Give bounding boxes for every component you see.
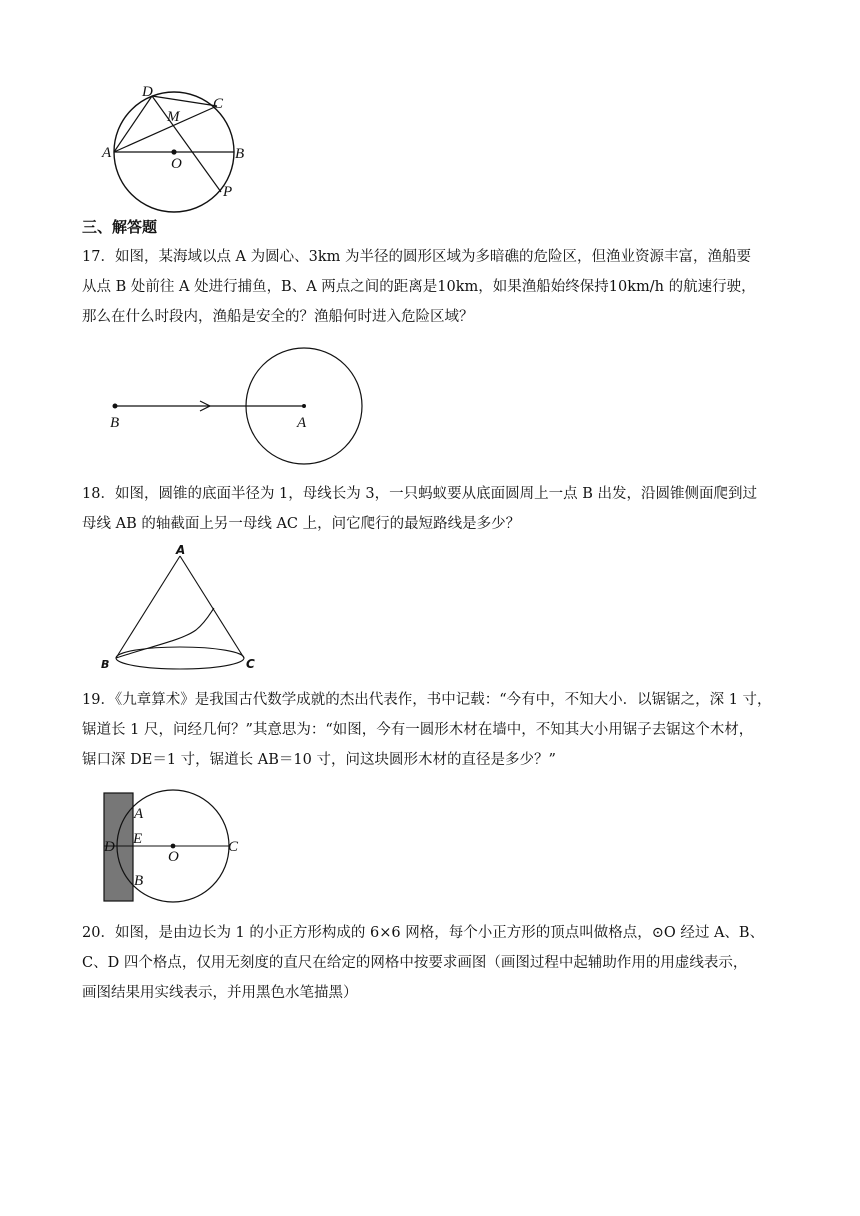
label-A: A [134, 806, 144, 822]
problem-20-line-2: C、D 四个格点，仅用无刻度的直尺在给定的网格中按要求画图（画图过程中起辅助作用的用虚线表示， [82, 955, 748, 971]
label-P: P [223, 184, 233, 200]
label-O: O [171, 156, 182, 172]
label-C: C [228, 839, 239, 855]
label-A: A [176, 543, 186, 557]
problem-18-line-1: 18．如图，圆锥的底面半径为 1，母线长为 3，一只蚂蚁要从底面圆周上一点 B 出发，沿圆锥侧面爬到过 [82, 486, 757, 502]
problem-19-line-2: 锯道长 1 尺，问经几何？”其意思为：“如图，今有一圆形木材在墙中，不知其大小用锯子去锯这个木材， [82, 722, 754, 738]
problem-18-line-2: 母线 AB 的轴截面上另一母线 AC 上，问它爬行的最短路线是多少？ [82, 516, 521, 532]
figure-log-in-wall [96, 785, 256, 910]
label-C: C [213, 96, 224, 112]
label-B: B [110, 415, 120, 431]
label-C: C [246, 657, 255, 671]
problem-17-line-1: 17．如图，某海域以点 A 为圆心、3km 为半径的圆形区域为多暗礁的危险区，但渔业资源丰富，渔船要 [82, 249, 752, 265]
figure-cone [96, 540, 266, 675]
problem-17-line-3: 那么在什么时段内，渔船是安全的？渔船何时进入危险区域？ [82, 309, 474, 325]
label-A: A [297, 415, 307, 431]
problem-19-line-3: 锯口深 DE＝1 寸，锯道长 AB＝10 寸，问这块圆形木材的直径是多少？” [82, 752, 556, 768]
figure-circle-chords [96, 80, 266, 216]
problem-20-text [82, 918, 782, 1008]
problem-20-line-3: 画图结果用实线表示，并用黑色水笔描黑） [82, 985, 358, 1001]
section-heading: 三、解答题 [82, 218, 158, 236]
problem-17-line-2: 从点 B 处前往 A 处进行捕鱼，B、A 两点之间的距离是10km，如果渔船始终保持10km/h 的航速行驶， [82, 279, 756, 295]
label-B: B [134, 873, 144, 889]
problem-19-line-1: 19．《九章算术》是我国古代数学成就的杰出代表作，书中记载：“今有中，不知大小．以锯锯之，深 1 寸， [82, 692, 772, 708]
label-B: B [235, 146, 245, 162]
figure-ship-danger-zone [100, 345, 370, 475]
label-D: D [142, 84, 153, 100]
label-D: D [104, 839, 115, 855]
problem-20-line-1: 20．如图，是由边长为 1 的小正方形构成的 6×6 网格，每个小正方形的顶点叫做格点，⊙O 经过 A、B、 [82, 925, 765, 941]
problem-18-text [82, 479, 782, 539]
label-M: M [167, 109, 180, 125]
label-O: O [168, 849, 179, 865]
problem-19-text [82, 685, 782, 775]
label-A: A [102, 145, 112, 161]
problem-17-text [82, 242, 782, 332]
label-B: B [101, 658, 110, 671]
label-E: E [133, 831, 143, 847]
